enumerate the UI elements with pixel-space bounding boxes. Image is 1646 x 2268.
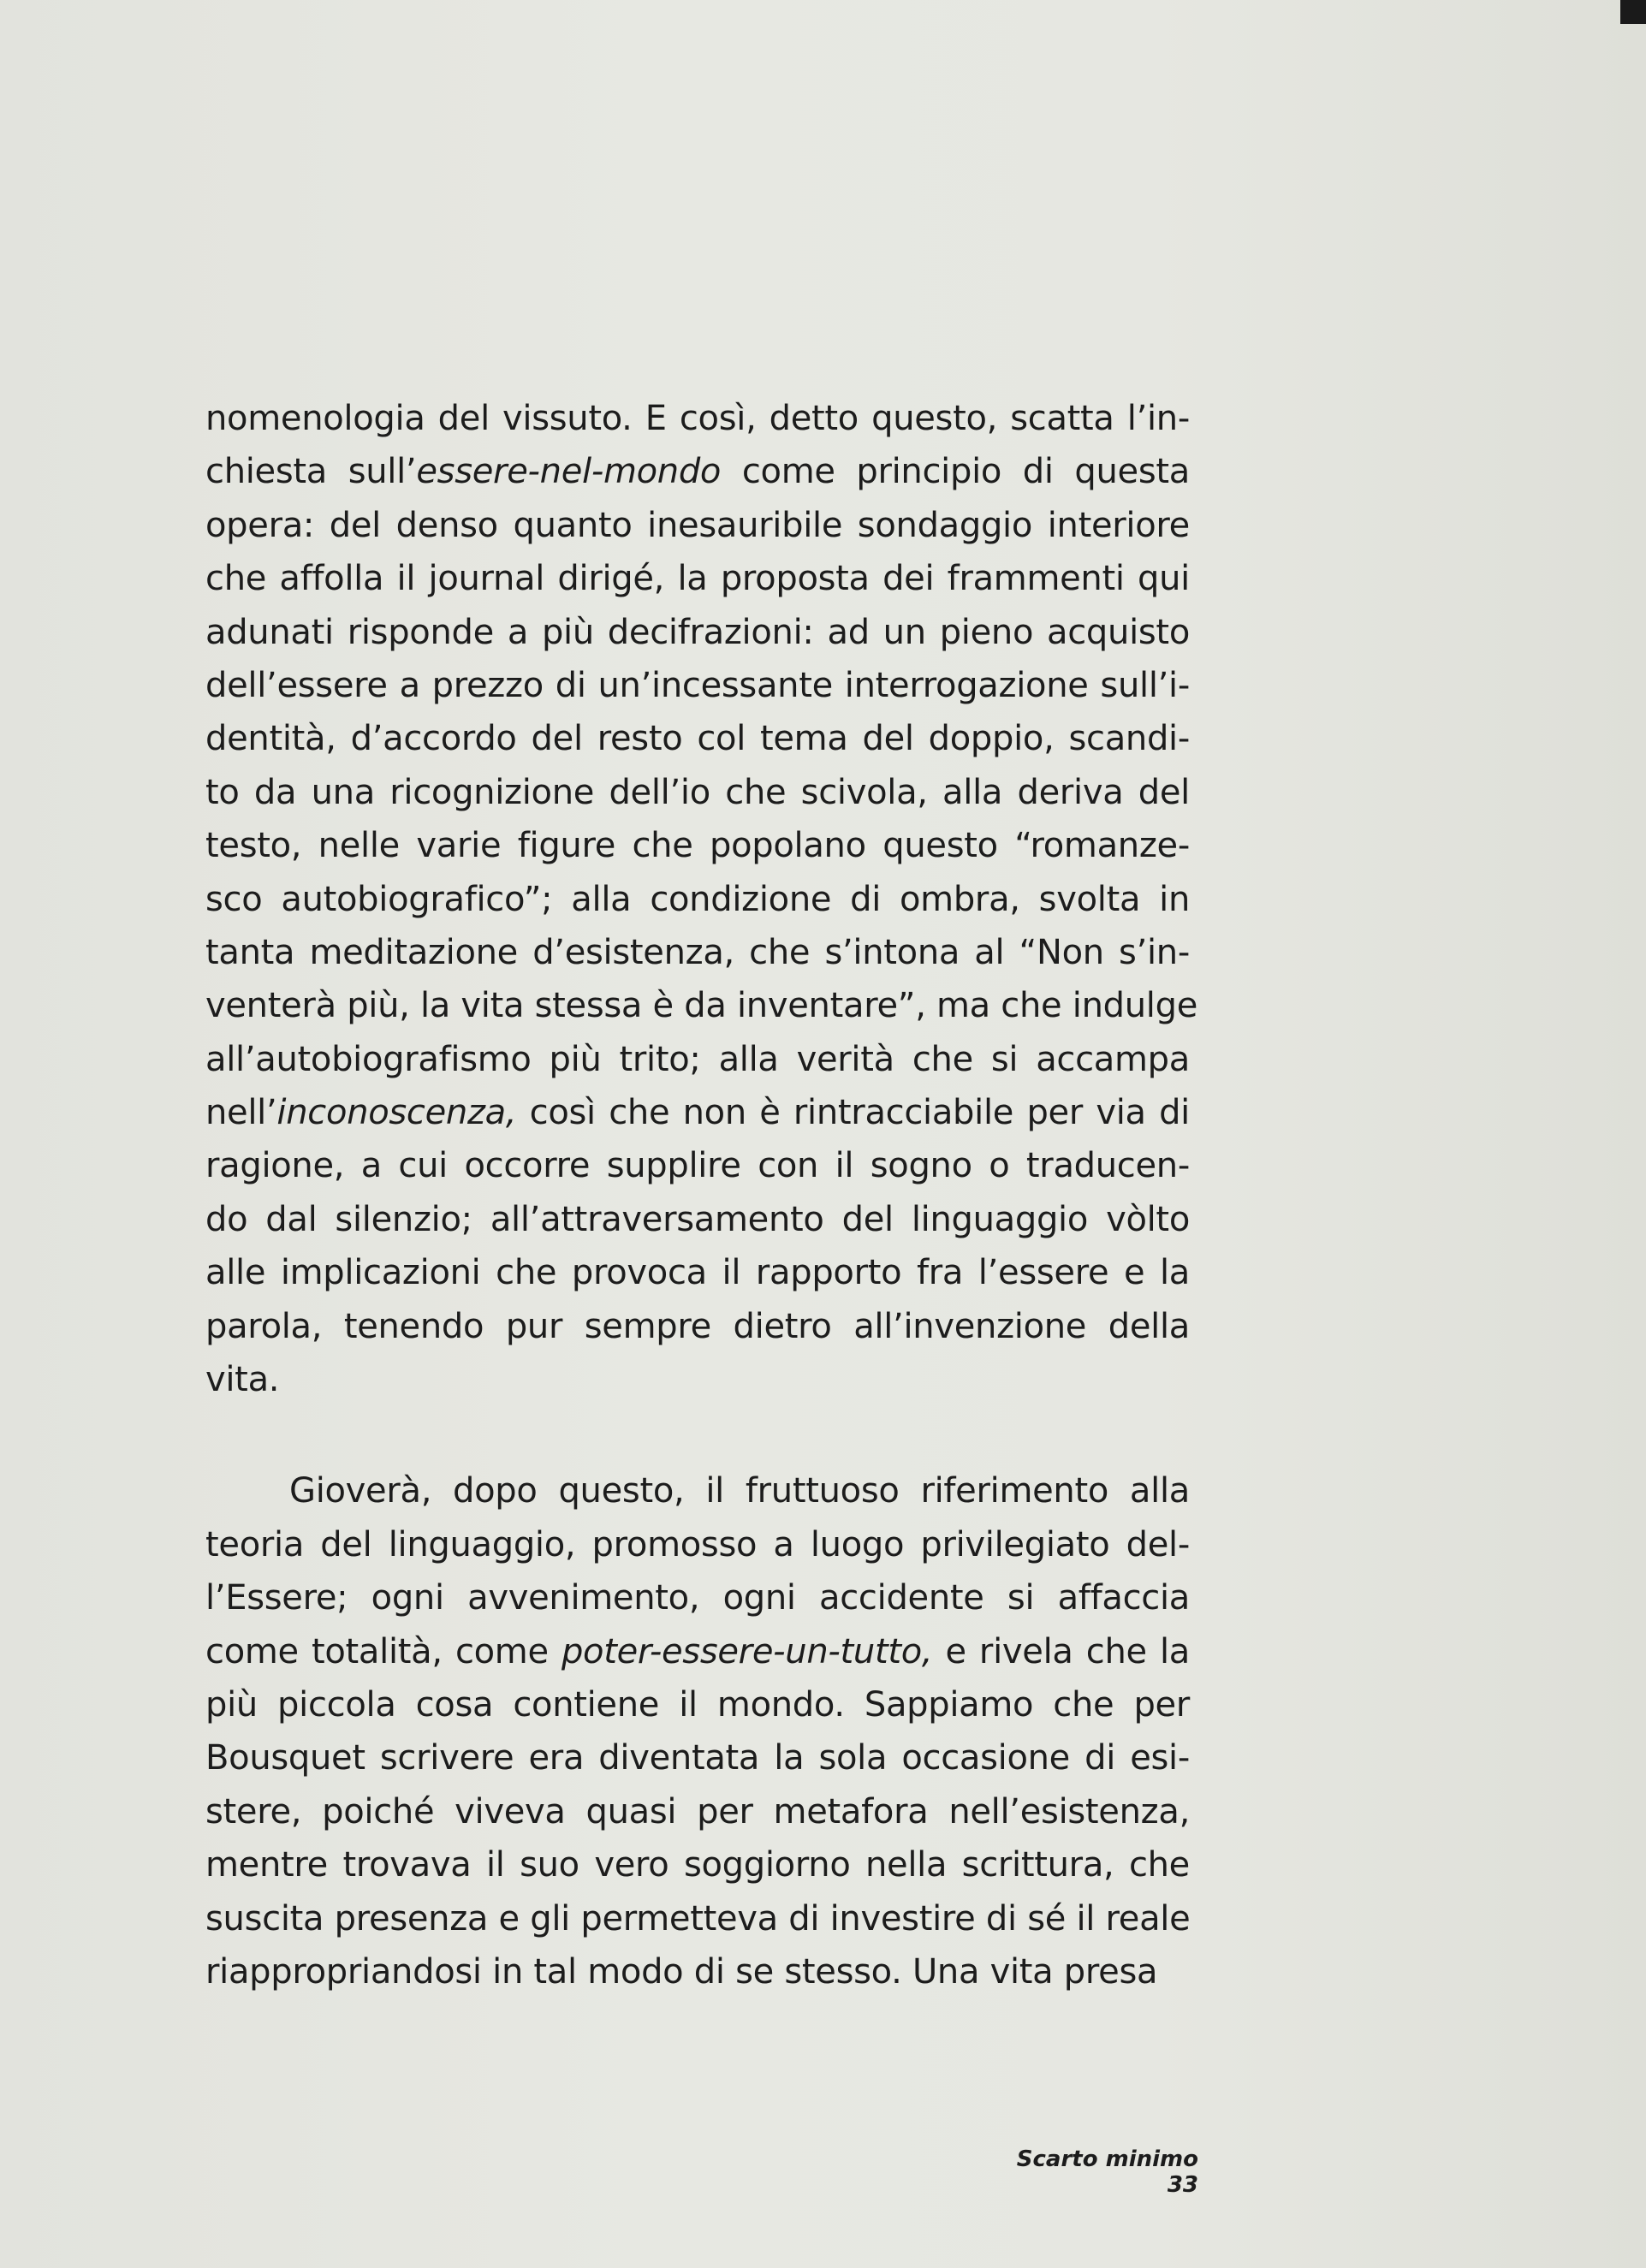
text-run: come principio di questa (721, 452, 1190, 492)
text-line (205, 392, 1190, 445)
text-line (205, 499, 1190, 552)
text-line (205, 1353, 1190, 1406)
text-line (205, 1518, 1190, 1571)
text-run: più piccola cosa contiene il mondo. Sappiamo che per (205, 1684, 1190, 1725)
text-run: stere, poiché viveva quasi per metafora nell’esistenza, (205, 1791, 1190, 1832)
text-run: parola, tenendo pur sempre dietro all’invenzione della (205, 1306, 1190, 1346)
text-run: dentità, d’accordo del resto col tema del doppio, scandi- (205, 719, 1190, 759)
text-run: dell’essere a prezzo di un’incessante interrogazione sull’i- (205, 665, 1190, 705)
text-run: Bousquet scrivere era diventata la sola occasione di esi- (205, 1738, 1190, 1778)
text-line (205, 552, 1190, 605)
italic-term: poter-essere-un-tutto, (561, 1631, 933, 1671)
text-line (205, 1464, 1190, 1517)
text-line (205, 659, 1190, 712)
text-run: to da una ricognizione dell’io che scivola, alla deriva del (205, 772, 1190, 812)
text-line (205, 926, 1190, 979)
text-line (205, 1086, 1190, 1139)
text-run: come totalità, come (205, 1631, 562, 1671)
text-run: così che non è rintracciabile per via di (516, 1093, 1190, 1133)
text-run: nell’ (205, 1093, 277, 1133)
text-line (205, 766, 1190, 819)
paragraph-gap (205, 1406, 1190, 1464)
text-line (205, 979, 1197, 1032)
text-run: venterà più, la vita stessa è da inventare”, ma che indulge (205, 986, 1197, 1026)
text-run: do dal silenzio; all’attraversamento del linguaggio vòlto (205, 1199, 1190, 1239)
text-run: testo, nelle varie figure che popolano questo “romanze- (205, 826, 1190, 866)
italic-term: inconoscenza, (276, 1093, 517, 1133)
text-line (205, 1731, 1190, 1784)
text-run: alle implicazioni che provoca il rapporto fra l’essere e la (205, 1253, 1190, 1293)
text-line (205, 1625, 1190, 1678)
text-line (205, 606, 1190, 659)
text-run: riappropriandosi in tal modo di se stesso. Una vita presa (205, 1951, 1158, 1992)
paragraph-2 (205, 1464, 1190, 1998)
text-run: teoria del linguaggio, promosso a luogo privilegiato del- (205, 1524, 1190, 1564)
text-line (205, 1678, 1190, 1731)
text-line (205, 1945, 1190, 1998)
paragraph-1 (205, 392, 1197, 1406)
italic-term: essere-nel-mondo (416, 452, 722, 492)
text-line (205, 873, 1190, 926)
text-run: sco autobiografico”; alla condizione di ombra, svolta in (205, 879, 1190, 919)
text-line (205, 1300, 1190, 1353)
text-run: e rivela che la (932, 1631, 1190, 1671)
text-line (205, 1033, 1190, 1086)
text-line (205, 712, 1190, 765)
running-footer: Scarto minimo 33 (1016, 2146, 1198, 2198)
text-line (205, 1892, 1190, 1945)
text-line (205, 445, 1190, 498)
text-run: mentre trovava il suo vero soggiorno nella scrittura, che (205, 1845, 1190, 1885)
text-run: l’Essere; ogni avvenimento, ogni accidente si affaccia (205, 1578, 1190, 1618)
text-run: all’autobiografismo più trito; alla verità che si accampa (205, 1039, 1190, 1079)
text-run: che affolla il journal dirigé, la proposta dei frammenti qui (205, 559, 1190, 599)
text-line (205, 819, 1190, 872)
text-line (205, 1139, 1190, 1192)
text-run: opera: del denso quanto inesauribile sondaggio interiore (205, 505, 1190, 545)
scan-edge-mark (1620, 0, 1646, 24)
text-line (205, 1571, 1190, 1624)
text-line (205, 1785, 1190, 1838)
text-run: nomenologia del vissuto. E così, detto questo, scatta l’in- (205, 399, 1190, 438)
text-run: chiesta sull’ (205, 452, 417, 492)
body-text (205, 392, 1197, 1998)
text-line (205, 1193, 1190, 1246)
text-run: vita. (205, 1360, 280, 1400)
text-line (205, 1246, 1190, 1299)
text-run: ragione, a cui occorre supplire con il sogno o traducen- (205, 1146, 1190, 1186)
text-line (205, 1838, 1190, 1891)
text-run: suscita presenza e gli permetteva di investire di sé il reale (205, 1898, 1191, 1938)
text-run: adunati risponde a più decifrazioni: ad un pieno acquisto (205, 612, 1190, 652)
text-run: tanta meditazione d’esistenza, che s’intona al “Non s’in- (205, 932, 1190, 972)
text-run: Gioverà, dopo questo, il fruttuoso riferimento alla (289, 1471, 1190, 1511)
